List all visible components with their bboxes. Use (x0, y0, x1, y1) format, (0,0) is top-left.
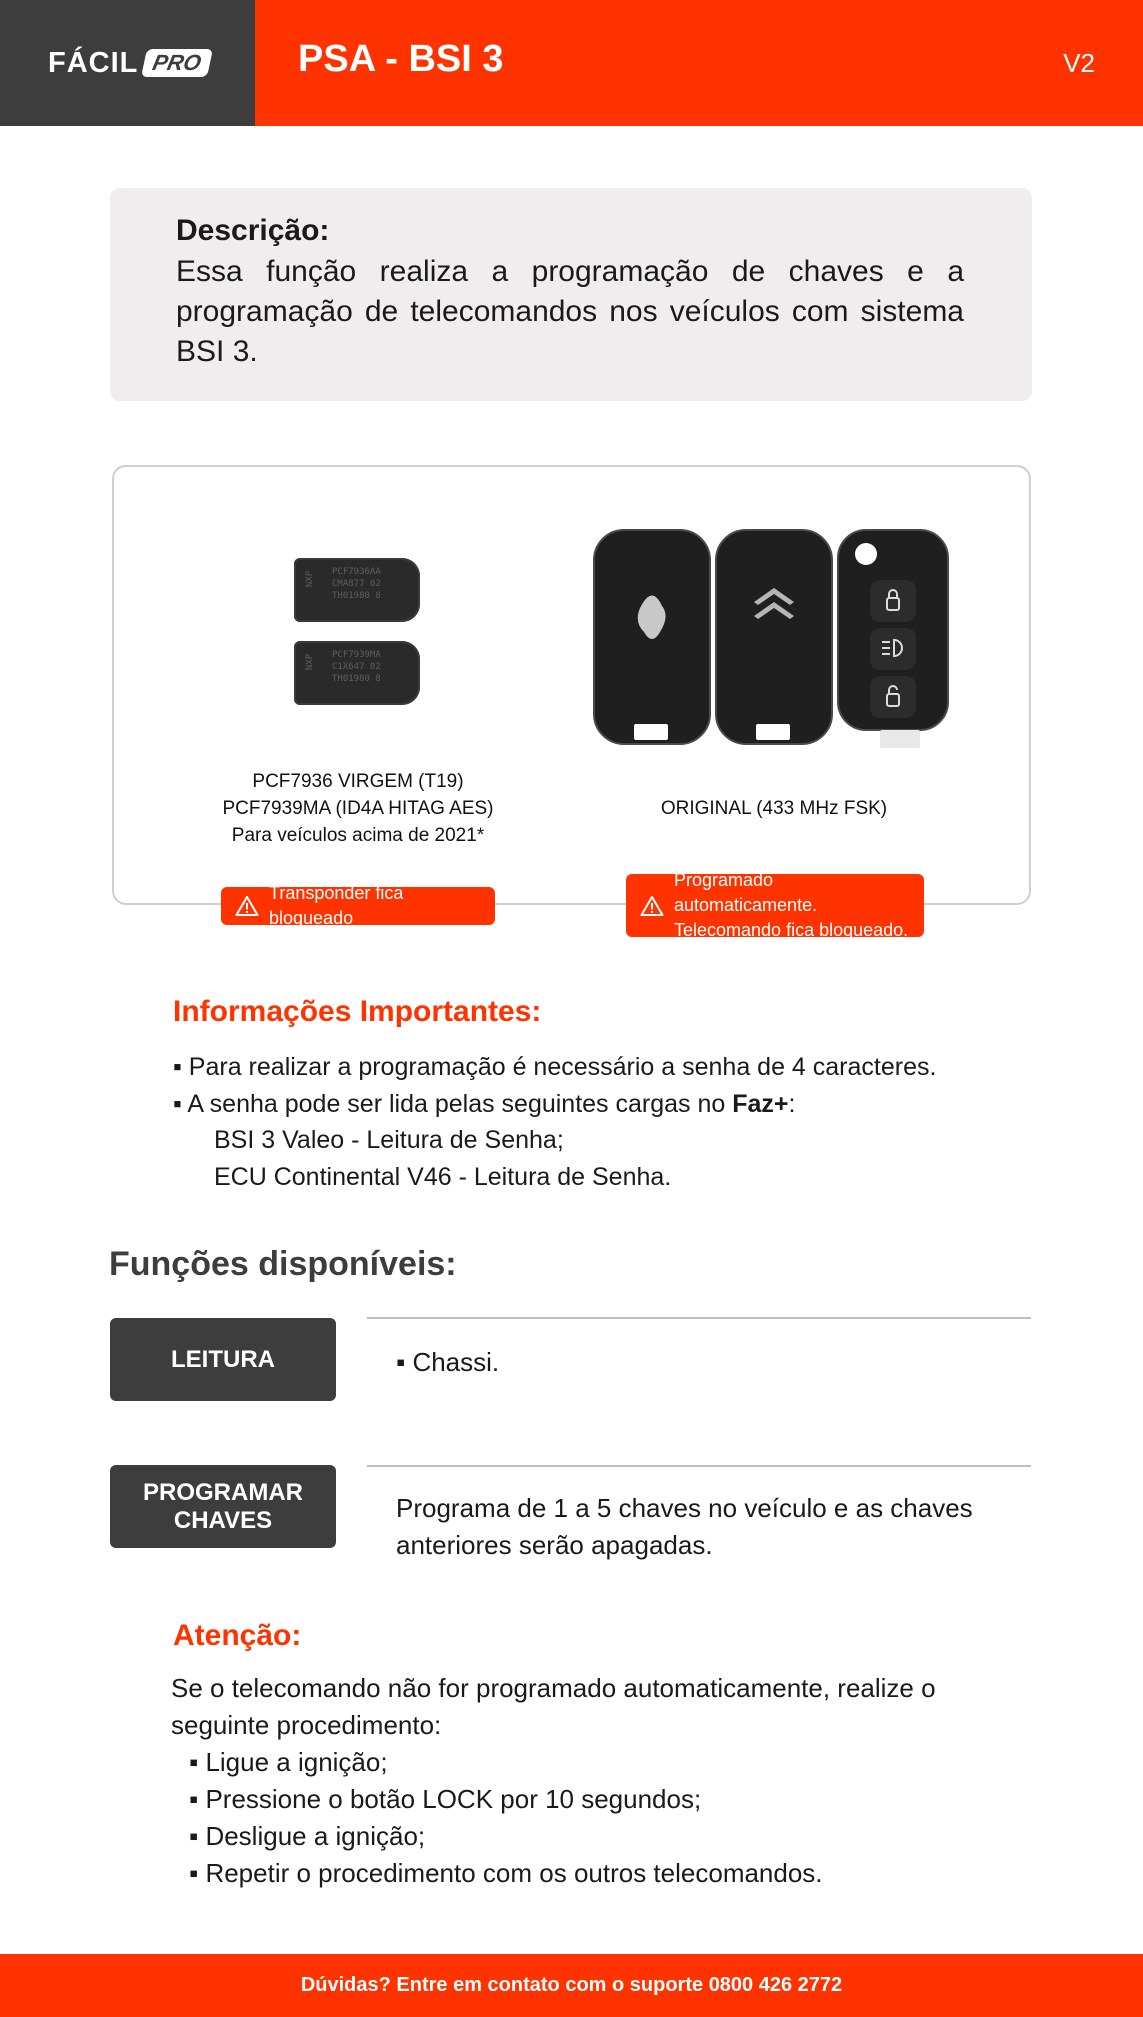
description-line: Programa de 1 a 5 chaves no veículo e as chaves (396, 1493, 973, 1523)
logo-badge: PRO (141, 49, 213, 77)
attention-intro (171, 1670, 936, 1744)
chip-side-label: NXP (305, 653, 316, 671)
info-text: : (788, 1090, 796, 1118)
warning-icon (235, 895, 259, 917)
info-title: Informações Importantes: (173, 995, 542, 1028)
transponder-chip-image (294, 558, 420, 622)
info-subitem: BSI 3 Valeo - Leitura de Senha; (214, 1126, 564, 1154)
caption-line: PCF7939MA (ID4A HITAG AES) (222, 798, 494, 819)
brand-logo (48, 46, 210, 80)
support-phone[interactable]: 0800 426 2772 (708, 1974, 843, 1996)
attention-intro-line: seguinte procedimento: (171, 1710, 442, 1740)
chip-marking-line: TH01980 8 (332, 591, 381, 601)
leitura-button[interactable]: LEITURA (110, 1318, 336, 1401)
chip-marking (332, 649, 381, 685)
page-title: PSA - BSI 3 (298, 38, 504, 80)
transponder-caption (176, 768, 540, 849)
badge-line: Telecomando fica bloqueado. (674, 920, 909, 940)
button-label-line: PROGRAMAR (143, 1478, 303, 1506)
attention-step: ▪ Ligue a ignição; (189, 1747, 388, 1777)
function-divider (367, 1465, 1031, 1467)
chip-marking-line: PCF7939MA (332, 650, 381, 660)
badge-line: Programado automaticamente. (674, 870, 818, 915)
remote-caption: ORIGINAL (433 MHz FSK) (660, 798, 888, 819)
function-description: ▪ Chassi. (396, 1347, 500, 1377)
chip-marking (332, 566, 381, 602)
chip-side-label: NXP (305, 570, 316, 588)
attention-step: ▪ Pressione o botão LOCK por 10 segundos; (189, 1784, 702, 1814)
attention-step: ▪ Desligue a ignição; (189, 1821, 426, 1851)
footer-text: Dúvidas? Entre em contato com o suporte (300, 1974, 704, 1996)
transponder-chip-image (294, 641, 420, 705)
info-bullet (173, 1089, 795, 1119)
function-description (396, 1490, 973, 1564)
description-title: Descrição: (176, 214, 330, 247)
transponder-warning-badge (221, 883, 495, 928)
caption-line: Para veículos acima de 2021* (231, 825, 485, 846)
version-label: V2 (1063, 48, 1095, 78)
button-label-line: CHAVES (173, 1506, 273, 1534)
info-bullet: ▪ Para realizar a programação é necessário a senha de 4 caracteres. (173, 1053, 937, 1081)
description-line: anteriores serão apagadas. (396, 1530, 713, 1560)
chip-marking-line: CMA877 02 (332, 579, 381, 589)
attention-step: ▪ Repetir o procedimento com os outros telecomandos. (189, 1858, 823, 1888)
chip-marking-line: PCF7936AA (332, 567, 381, 577)
info-bold-text: Faz+ (732, 1090, 789, 1118)
support-footer (0, 1954, 1143, 2017)
warning-icon (640, 895, 664, 917)
remote-keys-image (590, 528, 952, 750)
description-text: Essa função realiza a programação de chaves e a programação de telecomandos nos veículos com sistema BSI 3. (176, 255, 964, 368)
info-text: ▪ A senha pode ser lida pelas seguintes cargas no (173, 1090, 733, 1118)
logo-text: FÁCIL (48, 46, 139, 79)
attention-steps (189, 1744, 823, 1892)
programar-chaves-button[interactable] (110, 1465, 336, 1548)
chip-marking-line: TH01980 8 (332, 674, 381, 684)
caption-line: PCF7936 VIRGEM (T19) (252, 771, 464, 792)
info-subitem: ECU Continental V46 - Leitura de Senha. (214, 1163, 672, 1191)
button-label (143, 1479, 303, 1535)
remote-warning-badge (626, 870, 924, 940)
badge-text: Transponder fica bloqueado (269, 883, 404, 928)
attention-title: Atenção: (173, 1619, 302, 1652)
attention-intro-line: Se o telecomando não for programado automaticamente, realize o (171, 1673, 936, 1703)
chip-marking-line: C1X647 02 (332, 662, 381, 672)
function-divider (367, 1317, 1031, 1319)
badge-text (674, 868, 910, 943)
functions-title: Funções disponíveis: (109, 1245, 457, 1283)
